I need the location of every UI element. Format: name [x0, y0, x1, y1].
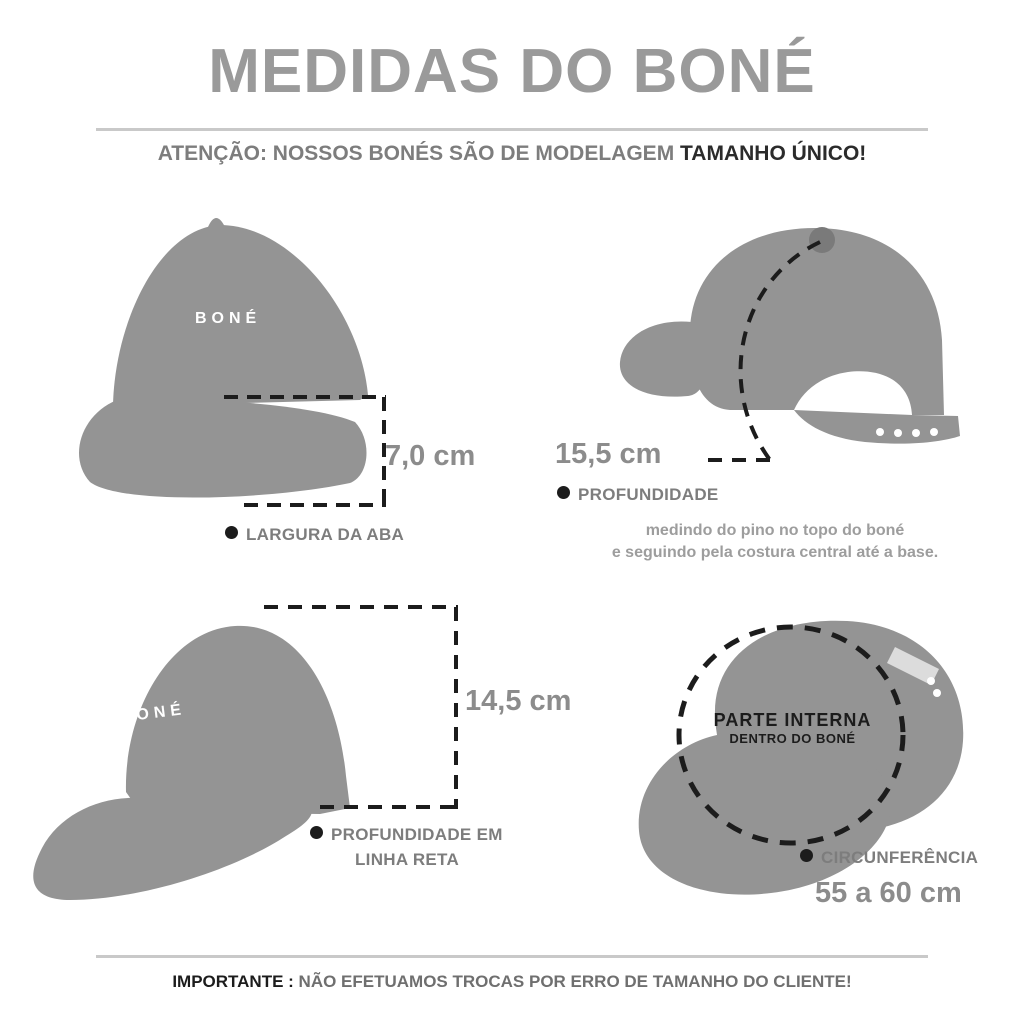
depth-back-label [557, 485, 719, 505]
inner-part-subtitle: DENTRO DO BONÉ [729, 731, 856, 746]
inner-part-title: PARTE INTERNA [713, 710, 872, 730]
panel-depth-back [545, 200, 1005, 590]
depth-back-note-line2: e seguindo pela costura central até a base. [611, 543, 939, 561]
depth-back-label-text: PROFUNDIDADE [578, 485, 719, 504]
circumference-value: 55 a 60 cm [815, 877, 962, 909]
inner-part-caption [655, 710, 930, 746]
depth-straight-label-2 [355, 850, 459, 870]
panel-depth-straight [10, 585, 572, 915]
depth-back-value: 15,5 cm [555, 438, 662, 470]
cap-angled-logo-text: BONÉ [119, 701, 187, 726]
depth-back-note-line1: medindo do pino no topo do boné [645, 522, 905, 539]
cap-front-logo-text: BONÉ [195, 310, 262, 327]
bullet-dot-icon [557, 486, 570, 499]
depth-straight-dimension-lines [240, 585, 490, 845]
bullet-dot-icon [800, 849, 813, 862]
footer-text: NÃO EFETUAMOS TROCAS POR ERRO DE TAMANHO DO CLIENTE! [293, 972, 852, 991]
footer-emphasis: IMPORTANTE : [172, 972, 294, 991]
footer-note [0, 972, 1024, 992]
circumference-label-text: CIRCUNFERÊNCIA [821, 848, 979, 867]
page-title: MEDIDAS DO BONÉ [208, 37, 816, 106]
depth-straight-label-line1: PROFUNDIDADE EM [331, 825, 503, 844]
brim-width-label-text: LARGURA DA ABA [246, 525, 405, 544]
subtitle-text: ATENÇÃO: NOSSOS BONÉS SÃO DE MODELAGEM [157, 142, 681, 165]
brim-width-dimension-lines [220, 375, 400, 535]
footer-divider [96, 955, 928, 958]
panel-circumference [545, 585, 1015, 935]
subtitle-emphasis: TAMANHO ÚNICO! [680, 142, 867, 165]
panel-brim-width [60, 200, 520, 570]
bullet-dot-icon [225, 526, 238, 539]
brim-width-value: 7,0 cm [385, 440, 476, 472]
brim-width-label [225, 525, 404, 545]
depth-straight-label [310, 825, 503, 845]
depth-straight-value: 14,5 cm [465, 685, 572, 717]
circumference-label [800, 848, 978, 868]
depth-straight-label-line2: LINHA RETA [355, 850, 460, 869]
page-subtitle [0, 142, 1024, 166]
depth-back-note [545, 520, 1005, 563]
header-divider [96, 128, 928, 131]
bullet-dot-icon [310, 826, 323, 839]
